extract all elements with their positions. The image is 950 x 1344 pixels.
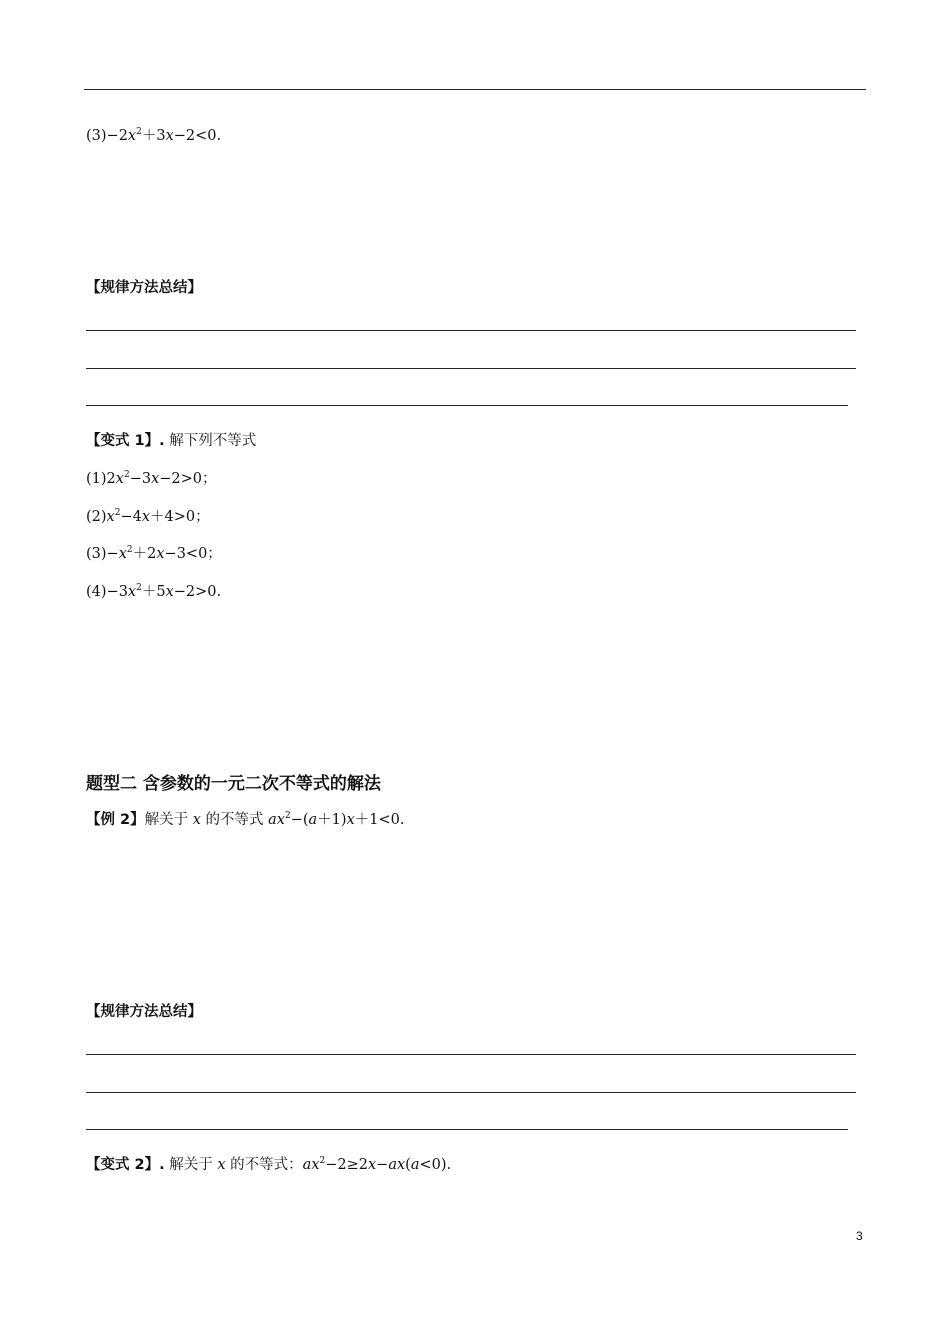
- answer-line[interactable]: [86, 1054, 856, 1055]
- variant-1-prompt: 【变式 1】. 解下列不等式: [86, 433, 257, 449]
- problem-3-top: $(3)-2x^2+3x-2<0$.: [86, 127, 222, 144]
- answer-line[interactable]: [86, 1129, 848, 1130]
- page-number: 3: [856, 1229, 863, 1243]
- answer-line[interactable]: [86, 330, 856, 331]
- summary-heading: 【规律方法总结】: [86, 280, 202, 296]
- header-rule: [84, 89, 866, 90]
- variant-1-item-2: $(2)x^2-4x+4>0$；: [86, 508, 210, 525]
- variant-2-prompt: 【变式 2】. 解关于 x 的不等式：$ax^2-2\ge 2x-ax(a<0)$.: [86, 1156, 452, 1173]
- section-title-type-2: 题型二 含参数的一元二次不等式的解法: [86, 774, 381, 794]
- variant-1-item-3: $(3)-x^2+2x-3<0$；: [86, 545, 222, 562]
- variant-1-item-1: $(1)2x^2-3x-2>0$；: [86, 470, 217, 487]
- answer-line[interactable]: [86, 405, 848, 406]
- summary-heading: 【规律方法总结】: [86, 1004, 202, 1020]
- variant-1-item-4: $(4)-3x^2+5x-2>0$.: [86, 583, 222, 600]
- answer-line[interactable]: [86, 1092, 856, 1093]
- answer-line[interactable]: [86, 368, 856, 369]
- example-2-prompt: 【例 2】解关于 x 的不等式 $ax^2-(a+1)x+1<0$.: [86, 811, 405, 828]
